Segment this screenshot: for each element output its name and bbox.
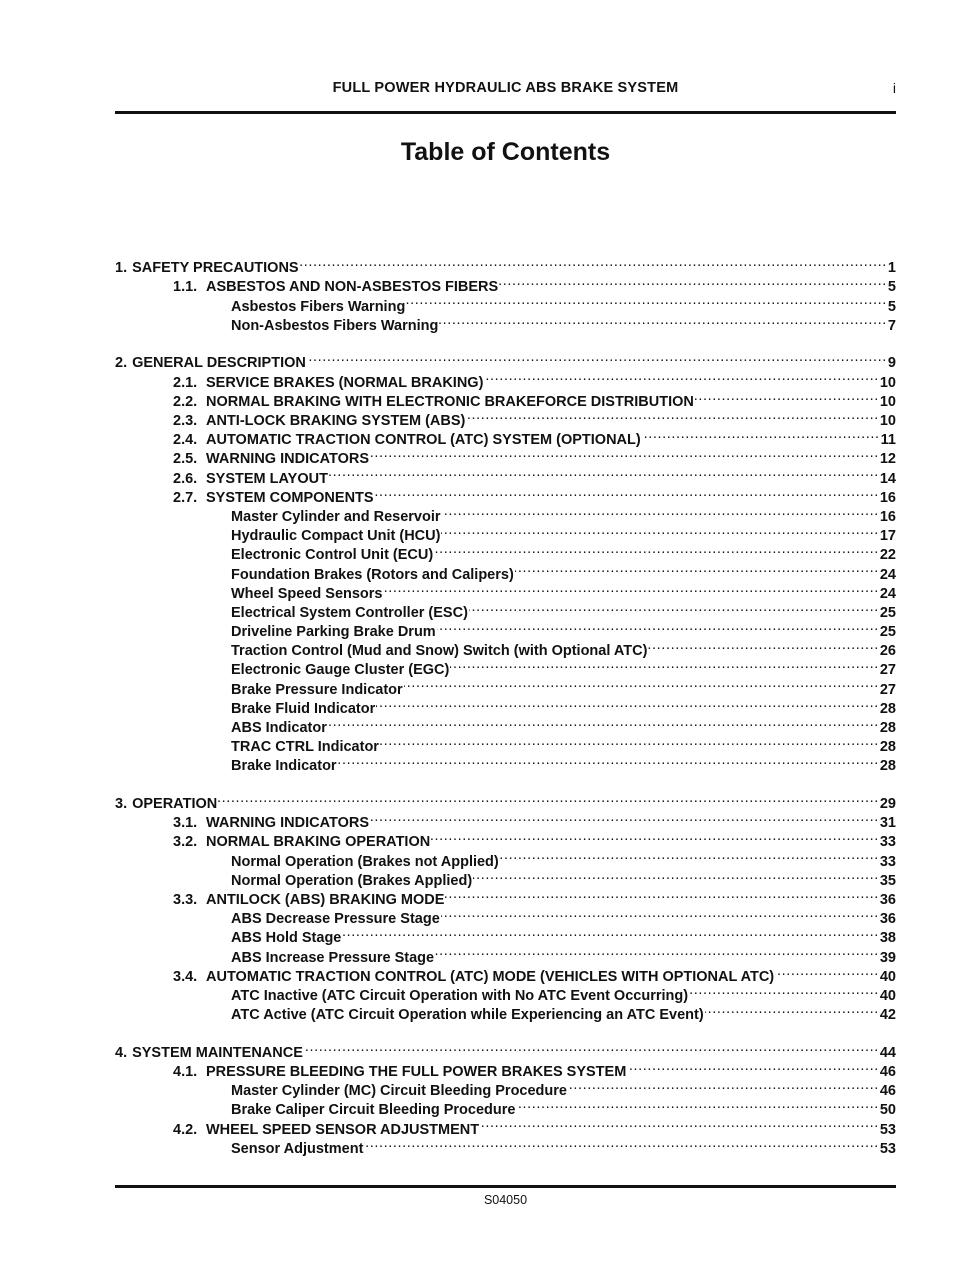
- toc-entry-label: OPERATION: [132, 796, 218, 813]
- toc-entry-label: SAFETY PRECAUTIONS: [132, 260, 299, 277]
- toc-entry-page: 33: [879, 853, 896, 870]
- toc-dot-leader: [404, 674, 879, 693]
- toc-entry-page: 9: [887, 355, 896, 372]
- toc-entry-page: 27: [879, 662, 896, 679]
- toc-entry-label: Traction Control (Mud and Snow) Switch (with Optional ATC): [231, 643, 648, 660]
- toc-dot-leader: [300, 253, 887, 272]
- toc-dot-leader: [431, 827, 879, 846]
- toc-dot-leader: [342, 923, 878, 942]
- toc-section-entry[interactable]: [115, 1038, 896, 1061]
- toc-dot-leader: [375, 483, 879, 502]
- toc-entry-page: 12: [879, 451, 896, 468]
- toc-entry-number: 3.3.: [173, 892, 198, 908]
- toc-dot-leader: [380, 732, 879, 751]
- document-code: S04050: [483, 1193, 528, 1207]
- toc-entry-label: Asbestos Fibers Warning: [231, 298, 406, 315]
- page-number: i: [892, 80, 896, 96]
- toc-dot-leader: [376, 694, 879, 713]
- toc-entry-page: 40: [879, 987, 896, 1004]
- toc-dot-leader: [705, 1000, 879, 1019]
- toc-entry-page: 53: [879, 1121, 896, 1138]
- toc-entry-page: 44: [879, 1044, 896, 1061]
- toc-dot-leader: [441, 904, 879, 923]
- toc-entry-page: 7: [887, 317, 896, 334]
- toc-entry-page: 1: [887, 260, 896, 277]
- toc-dot-leader: [370, 808, 879, 827]
- toc-entry-page: 25: [879, 604, 896, 621]
- toc-entry-label: WHEEL SPEED SENSOR ADJUSTMENT: [206, 1121, 480, 1138]
- toc-entry-label: Normal Operation (Brakes not Applied): [231, 853, 499, 870]
- toc-entry-page: 38: [879, 930, 896, 947]
- toc-entry-page: 42: [879, 1007, 896, 1024]
- toc-entry-label: TRAC CTRL Indicator: [231, 739, 379, 756]
- toc-entry-number: 2.1.: [173, 374, 198, 391]
- toc-entry-page: 29: [879, 796, 896, 813]
- toc-section-entry[interactable]: [115, 348, 896, 372]
- toc-dot-leader: [500, 846, 879, 865]
- toc-entry-label: Driveline Parking Brake Drum: [231, 624, 436, 641]
- toc-entry-label: ABS Decrease Pressure Stage: [231, 911, 440, 928]
- toc-dot-leader: [435, 942, 879, 961]
- toc-section: [115, 1038, 896, 1157]
- toc-subsection-entry[interactable]: [115, 808, 896, 832]
- toc-entry-label: Non-Asbestos Fibers Warning: [231, 317, 439, 334]
- toc-dot-leader: [406, 291, 887, 310]
- toc-entry-number: 4.: [115, 1044, 128, 1061]
- toc-dot-leader: [469, 598, 879, 617]
- toc-entry-number: 4.1.: [173, 1064, 198, 1080]
- toc-dot-leader: [689, 981, 879, 1000]
- toc-dot-leader: [439, 311, 887, 330]
- toc-entry-page: 17: [879, 528, 896, 545]
- toc-entry-number: 3.: [115, 796, 128, 813]
- toc-entry-number: 2.: [115, 355, 128, 372]
- toc-entry-page: 5: [887, 298, 896, 315]
- toc-entry-page: 28: [879, 758, 896, 775]
- toc-entry-label: Electrical System Controller (ESC): [231, 604, 468, 621]
- toc-dot-leader: [473, 866, 879, 885]
- toc-entry-page: 5: [887, 279, 896, 296]
- toc-entry-number: 3.2.: [173, 834, 198, 851]
- toc-entry-number: 1.: [115, 260, 128, 277]
- toc-entry-page: 22: [879, 547, 896, 564]
- toc-dot-leader: [499, 272, 887, 291]
- toc-entry-page: 36: [879, 911, 896, 928]
- toc-entry-page: 35: [879, 872, 896, 889]
- toc-entry-label: Foundation Brakes (Rotors and Calipers): [231, 566, 514, 583]
- toc-entry-page: 28: [879, 739, 896, 756]
- toc-entry-page: 46: [879, 1064, 896, 1080]
- toc-entry-number: 4.2.: [173, 1121, 198, 1138]
- toc-entry-label: ATC Active (ATC Circuit Operation while Experiencing an ATC Event): [231, 1007, 704, 1024]
- toc-dot-leader: [480, 1114, 879, 1133]
- toc-entry-label: Hydraulic Compact Unit (HCU): [231, 528, 441, 545]
- toc-entry-number: 3.4.: [173, 968, 198, 985]
- toc-section-entry[interactable]: [115, 253, 896, 277]
- toc-dot-leader: [329, 463, 879, 482]
- toc-dot-leader: [450, 655, 879, 674]
- toc-entry-label: WARNING INDICATORS: [206, 451, 369, 468]
- toc-entry-label: SYSTEM LAYOUT: [206, 470, 328, 487]
- toc-entry-label: NORMAL BRAKING WITH ELECTRONIC BRAKEFORCE DISTRIBUTION: [206, 393, 694, 410]
- toc-entry-label: Master Cylinder (MC) Circuit Bleeding Procedure: [231, 1083, 567, 1100]
- toc-dot-leader: [370, 444, 879, 463]
- toc-dot-leader: [384, 579, 879, 598]
- toc-dot-leader: [218, 789, 879, 808]
- toc-entry-label: ASBESTOS AND NON-ASBESTOS FIBERS: [206, 279, 499, 296]
- toc-entry-label: AUTOMATIC TRACTION CONTROL (ATC) SYSTEM (OPTIONAL): [206, 432, 641, 449]
- toc-entry-page: 26: [879, 643, 896, 660]
- toc-entry-label: ANTI-LOCK BRAKING SYSTEM (ABS): [206, 413, 466, 429]
- toc-dot-leader: [466, 406, 878, 425]
- toc-entry-page: 31: [879, 815, 896, 832]
- toc-entry-label: Normal Operation (Brakes Applied): [231, 872, 473, 889]
- toc-entry-label: GENERAL DESCRIPTION: [132, 355, 306, 372]
- toc-dot-leader: [516, 1095, 878, 1114]
- toc-entry-page: 28: [879, 700, 896, 717]
- toc-entry-page: 53: [879, 1140, 896, 1157]
- toc-entry-label: SERVICE BRAKES (NORMAL BRAKING): [206, 374, 484, 391]
- toc-entry-page: 10: [879, 393, 896, 410]
- toc-dot-leader: [627, 1057, 879, 1076]
- toc-dot-leader: [515, 559, 879, 578]
- toc-dot-leader: [338, 751, 879, 770]
- toc-section: [115, 789, 896, 1024]
- toc-entry-label: SYSTEM COMPONENTS: [206, 489, 374, 506]
- toc-dot-leader: [648, 636, 878, 655]
- toc-dot-leader: [445, 885, 878, 904]
- toc-entry-page: 33: [879, 834, 896, 851]
- toc-entry-page: 16: [879, 508, 896, 525]
- page-header: [115, 80, 896, 100]
- toc-entry-page: 50: [879, 1102, 896, 1119]
- toc-entry-page: 46: [879, 1083, 896, 1100]
- toc-dot-leader: [364, 1134, 878, 1153]
- page-title: Table of Contents: [400, 138, 611, 166]
- toc-entry-page: 36: [879, 892, 896, 908]
- toc-entry-label: PRESSURE BLEEDING THE FULL POWER BRAKES SYSTEM: [206, 1064, 627, 1080]
- toc-entry-page: 14: [879, 470, 896, 487]
- toc-entry-label: Brake Caliper Circuit Bleeding Procedure: [231, 1102, 516, 1119]
- toc-entry-label: WARNING INDICATORS: [206, 815, 369, 832]
- header-rule: [115, 111, 896, 114]
- toc-dot-leader: [441, 521, 878, 540]
- toc-entry-number: 2.4.: [173, 432, 198, 449]
- toc-dot-leader: [642, 425, 880, 444]
- toc-entry-label: Wheel Speed Sensors: [231, 585, 383, 602]
- toc-entry-page: 10: [879, 413, 896, 429]
- toc-entry-page: 24: [879, 585, 896, 602]
- toc-entry-label: ABS Hold Stage: [231, 930, 342, 947]
- toc-section-entry[interactable]: [115, 789, 896, 813]
- toc-entry-label: AUTOMATIC TRACTION CONTROL (ATC) MODE (VEHICLES WITH OPTIONAL ATC): [206, 968, 775, 985]
- toc-entry-label: NORMAL BRAKING OPERATION: [206, 834, 431, 851]
- toc-entry-label: ANTILOCK (ABS) BRAKING MODE: [206, 892, 445, 908]
- toc-entry-number: 2.7.: [173, 489, 198, 506]
- toc-entry-page: 28: [879, 720, 896, 736]
- toc-dot-leader: [568, 1076, 879, 1095]
- toc-section: [115, 348, 896, 775]
- toc-entry-label: Sensor Adjustment: [231, 1140, 364, 1157]
- toc-dot-leader: [304, 1038, 879, 1057]
- toc-entry-page: 25: [879, 624, 896, 641]
- footer-rule: [115, 1185, 896, 1188]
- toc-entry-label: ATC Inactive (ATC Circuit Operation with No ATC Event Occurring): [231, 987, 689, 1004]
- toc-entry-number: 3.1.: [173, 815, 198, 832]
- toc-dot-leader: [328, 713, 879, 732]
- toc-entry-label: ABS Indicator: [231, 720, 327, 736]
- toc-dot-leader: [434, 540, 879, 559]
- running-header-title: FULL POWER HYDRAULIC ABS BRAKE SYSTEM: [332, 80, 679, 96]
- toc-entry-page: 40: [879, 968, 896, 985]
- toc-entry-number: 2.2.: [173, 393, 198, 410]
- toc-entry-label: Brake Fluid Indicator: [231, 700, 376, 717]
- toc-dot-leader: [775, 962, 879, 981]
- toc-section: [115, 253, 896, 334]
- toc-dot-leader: [307, 348, 887, 367]
- toc-entry-label: Electronic Gauge Cluster (EGC): [231, 662, 450, 679]
- toc-entry-page: 27: [879, 681, 896, 698]
- toc-entry-number: 2.5.: [173, 451, 198, 468]
- toc-entry-page: 11: [880, 432, 896, 449]
- toc-dot-leader: [484, 367, 878, 386]
- toc-entry-label: Electronic Control Unit (ECU): [231, 547, 434, 564]
- toc-entry-page: 39: [879, 949, 896, 966]
- toc-entry-number: 2.6.: [173, 470, 198, 487]
- toc-entry-page: 10: [879, 374, 896, 391]
- table-of-contents: [115, 253, 896, 1171]
- toc-entry-number: 1.1.: [173, 279, 198, 296]
- toc-entry-label: SYSTEM MAINTENANCE: [132, 1044, 303, 1061]
- toc-entry-label: ABS Increase Pressure Stage: [231, 949, 435, 966]
- toc-entry-page: 24: [879, 566, 896, 583]
- toc-dot-leader: [437, 617, 879, 636]
- toc-entry-label: Master Cylinder and Reservoir: [231, 508, 441, 525]
- toc-dot-leader: [442, 502, 879, 521]
- toc-dot-leader: [695, 387, 879, 406]
- toc-entry-number: 2.3.: [173, 413, 198, 429]
- toc-entry-label: Brake Indicator: [231, 758, 337, 775]
- toc-entry-label: Brake Pressure Indicator: [231, 681, 403, 698]
- toc-entry-page: 16: [879, 489, 896, 506]
